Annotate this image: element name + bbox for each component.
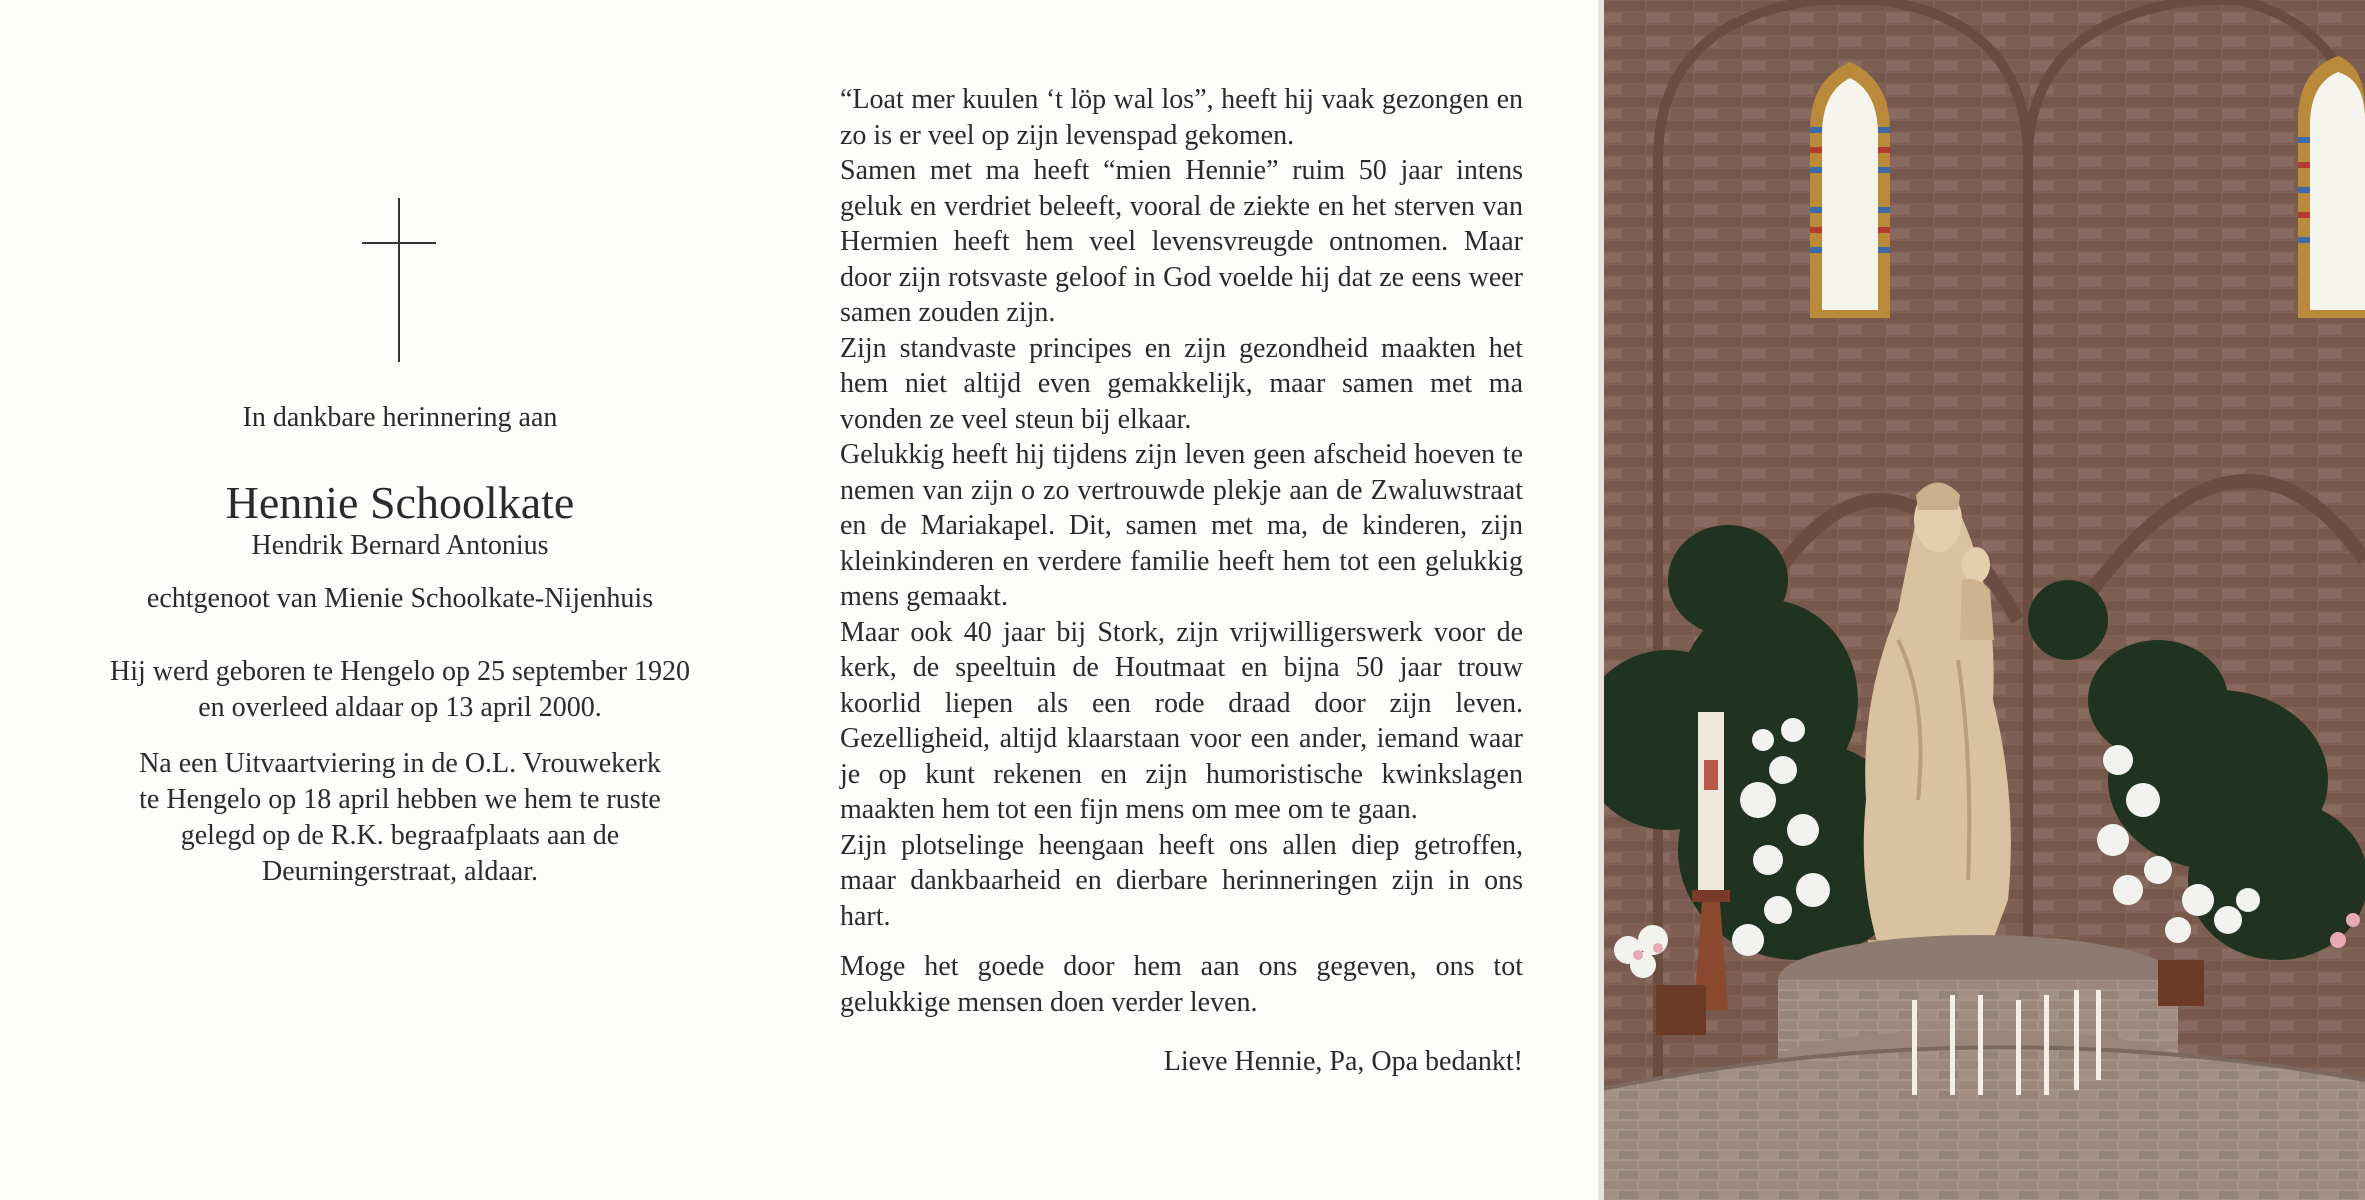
cross-icon — [362, 198, 436, 362]
signoff: Lieve Hennie, Pa, Opa bedankt! — [1163, 1046, 1523, 1077]
chapel-photo — [1598, 0, 2365, 1200]
memorial-body — [840, 82, 1523, 934]
paragraph: Samen met ma heeft “mien Hennie” ruim 50 jaar intens geluk en verdriet beleeft, vooral de ziekte en het sterven van Hermien heeft hem veel levensvreugde ontnomen. Maar door zijn rotsvaste geloof in God voelde hij dat ze eens weer samen zouden zijn. — [840, 155, 1523, 328]
closing-wish: Moge het goede door hem aan ons gegeven, ons tot gelukkige mensen doen verder leven. — [840, 951, 1523, 1018]
paragraph: Zijn standvaste principes en zijn gezondheid maakten het hem niet altijd even gemakkelijk, maar samen met ma vonden ze veel steun bij elkaar. — [840, 332, 1523, 435]
paragraph: “Loat mer kuulen ‘t löp wal los”, heeft hij vaak gezongen en zo is er veel op zijn levenspad gekomen. — [840, 84, 1523, 151]
memorial-text — [840, 82, 1523, 1080]
left-panel — [0, 0, 800, 1200]
funeral-line: gelegd op de R.K. begraafplaats aan de — [180, 820, 620, 851]
intro-text: In dankbare herinnering aan — [242, 402, 558, 433]
flower-pot — [1656, 985, 1706, 1035]
flower-pot — [2158, 960, 2204, 1006]
stained-glass-window-right — [2298, 56, 2365, 318]
funeral-info — [0, 746, 800, 890]
stained-glass-window-left — [1810, 62, 1890, 318]
funeral-line: te Hengelo op 18 april hebben we hem te ruste — [139, 784, 661, 815]
funeral-line: Deurningerstraat, aldaar. — [262, 856, 538, 887]
paragraph: Gelukkig heeft hij tijdens zijn leven geen afscheid hoeven te nemen van zijn o zo vertrouwde plekje aan de Zwaluwstraat en de Mariakapel. Dit, samen met ma, de kinderen, zijn kleinkinderen en verdere familie heeft hem tot een gelukkig mens gemaakt. — [840, 439, 1523, 612]
birth-line: Hij werd geboren te Hengelo op 25 september 1920 — [109, 656, 691, 687]
death-line: en overleed aldaar op 13 april 2000. — [198, 692, 602, 723]
funeral-line: Na een Uitvaartviering in de O.L. Vrouwekerk — [139, 748, 661, 779]
birth-death-info — [0, 654, 800, 726]
deceased-name: Hennie Schoolkate — [225, 477, 575, 528]
full-given-names: Hendrik Bernard Antonius — [251, 530, 549, 561]
spouse-line: echtgenoot van Mienie Schoolkate-Nijenhuis — [146, 583, 654, 614]
paragraph: Maar ook 40 jaar bij Stork, zijn vrijwilligerswerk voor de kerk, de speeltuin de Houtmaat en bijna 50 jaar trouw koorlid liepen als een rode draad door zijn leven. Gezelligheid, altijd klaarstaan voor een ander, iemand waar je op kunt rekenen en zijn humoristische kwinkslagen maakten hem tot een fijn mens om mee om te gaan. — [840, 616, 1523, 825]
paragraph: Zijn plotselinge heengaan heeft ons allen diep getroffen, maar dankbaarheid en dierbare herinneringen zijn in ons hart. — [840, 829, 1523, 932]
